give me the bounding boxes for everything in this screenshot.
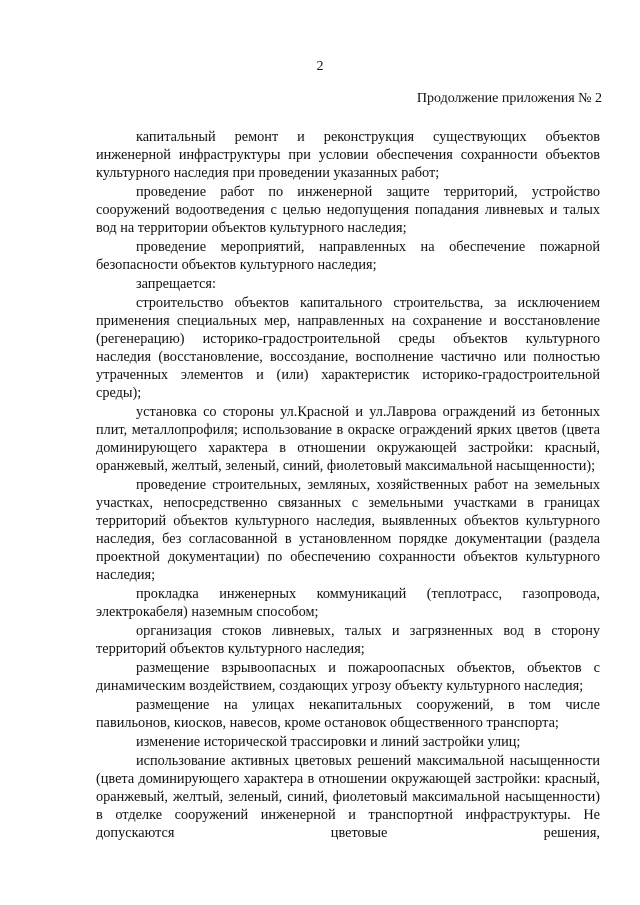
paragraph: проведение строительных, земляных, хозяйственных работ на земельных участках, непосредственно связанных с земельными участками в границах территорий объектов культурного наследия, выявленных объектов культурного наследия, без согласованной в установленном порядке документации (раздела проектной документации) по обеспечению сохранности объектов культурного наследия; bbox=[96, 477, 600, 583]
paragraph: организация стоков ливневых, талых и загрязненных вод в сторону территорий объектов культурного наследия; bbox=[96, 623, 600, 657]
paragraph: использование активных цветовых решений максимальной насыщенности (цвета доминирующего характера в отношении окружающей застройки: красный, оранжевый, желтый, зеленый, синий, фиолетовый максимальной насыщенности) в отделке сооружений инженерной и транспортной инфраструктуры. Не допускаются цветовые решения, bbox=[96, 753, 600, 841]
paragraph: установка со стороны ул.Красной и ул.Лаврова ограждений из бетонных плит, металлопрофиля; использование в окраске ограждений ярких цветов (цвета доминирующего характера в отношении окружающей застройки: красный, оранжевый, желтый, зеленый, синий, фиолетовый максимальной насыщенности); bbox=[96, 404, 600, 474]
paragraph: размещение взрывоопасных и пожароопасных объектов, объектов с динамическим воздействием, создающих угрозу объекту культурного наследия; bbox=[96, 660, 600, 694]
continuation-header: Продолжение приложения № 2 bbox=[416, 91, 602, 106]
paragraph: проведение работ по инженерной защите территорий, устройство сооружений водоотведения с целью недопущения попадания ливневых и талых вод на территории объектов культурного наследия; bbox=[96, 184, 600, 236]
body-text bbox=[96, 128, 600, 843]
page-number: 2 bbox=[316, 59, 324, 74]
paragraph: изменение исторической трассировки и линий застройки улиц; bbox=[136, 734, 521, 750]
paragraph: размещение на улицах некапитальных сооружений, в том числе павильонов, киосков, навесов, кроме остановок общественного транспорта; bbox=[96, 697, 600, 731]
paragraph: строительство объектов капитального строительства, за исключением применения специальных мер, направленных на сохранение и восстановление (регенерацию) историко-градостроительной среды объектов культурного наследия (восстановление, воссоздание, восполнение частично или полностью утраченных элементов и (или) характеристик историко-градостроительной среды); bbox=[96, 295, 600, 401]
paragraph: проведение мероприятий, направленных на обеспечение пожарной безопасности объектов культурного наследия; bbox=[96, 239, 600, 273]
paragraph: запрещается: bbox=[136, 276, 216, 292]
paragraph: капитальный ремонт и реконструкция существующих объектов инженерной инфраструктуры при условии обеспечения сохранности объектов культурного наследия при проведении указанных работ; bbox=[96, 129, 600, 181]
paragraph: прокладка инженерных коммуникаций (теплотрасс, газопровода, электрокабеля) наземным способом; bbox=[96, 586, 600, 620]
